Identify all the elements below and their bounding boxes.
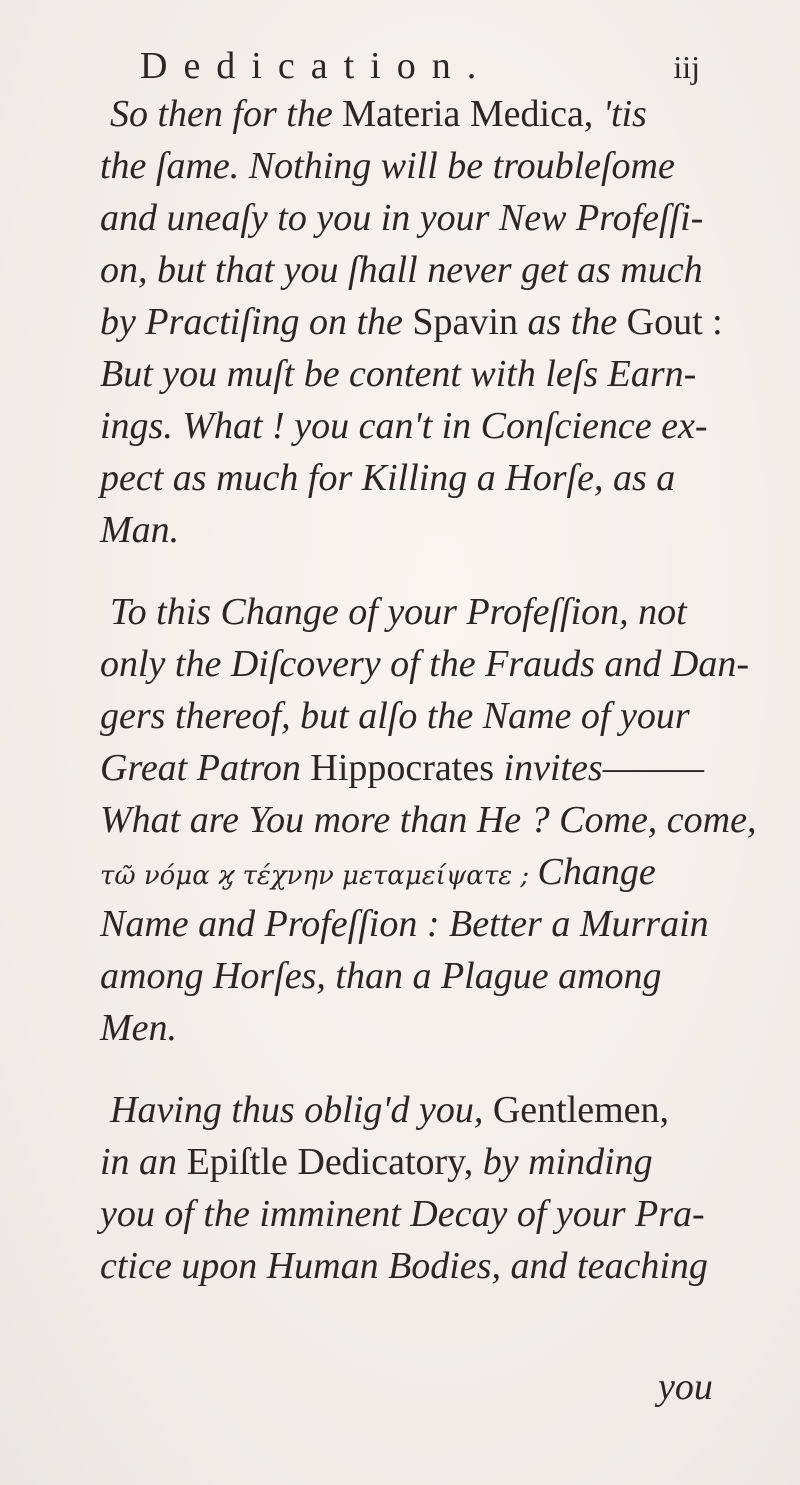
text-run: Name and Profeſſion : Better a Murrain [100, 903, 709, 945]
text-line [100, 192, 740, 244]
text-run: by minding [482, 1141, 653, 1183]
text-run: Materia Medica, [342, 93, 603, 135]
text-run: Men. [100, 1007, 178, 1049]
text-line [100, 88, 740, 140]
text-run: you of the imminent Decay of your Pra- [100, 1193, 705, 1235]
text-line [100, 348, 740, 400]
text-line [100, 846, 740, 898]
paragraph [100, 1084, 740, 1292]
text-line [100, 898, 740, 950]
text-run: pect as much for Killing a Horſe, as a [100, 457, 676, 499]
text-line [100, 1188, 740, 1240]
text-run: Epiſtle Dedicatory, [186, 1141, 483, 1183]
text-line [100, 140, 740, 192]
text-run: What are You more than He ? Come, come, [100, 799, 757, 841]
paragraph-gap [100, 556, 740, 586]
text-run: as the [527, 301, 627, 343]
greek-phrase: τῶ νόμα ϗ τέχνην μεταμείψατε ; [100, 861, 538, 891]
running-title: Dedication. [140, 45, 493, 87]
text-line [100, 244, 740, 296]
text-run: 'tis [602, 93, 647, 135]
catchword: you [658, 1366, 713, 1408]
text-line [100, 296, 740, 348]
paragraph [100, 88, 740, 556]
text-line [100, 452, 740, 504]
text-line [100, 504, 740, 556]
body-text [100, 88, 757, 1292]
text-run: Spavin [412, 301, 528, 343]
page-number: iij [673, 49, 700, 85]
paragraph [100, 586, 757, 1054]
text-run: Gout : [626, 301, 723, 343]
text-run: ctice upon Human Bodies, and teaching [100, 1245, 708, 1287]
text-line [100, 950, 740, 1002]
text-run: on, but that you ſhall never get as much [100, 249, 703, 291]
text-line [100, 638, 750, 690]
text-run: Man. [100, 509, 180, 551]
text-run: Having thus oblig'd you, [110, 1089, 493, 1131]
text-run: Great Patron [100, 747, 311, 789]
text-run: But you muſt be content with leſs Earn- [100, 353, 697, 395]
text-line [100, 690, 740, 742]
text-run: only the Diſcovery of the Frauds and Dan- [100, 643, 750, 685]
text-line [100, 1136, 740, 1188]
text-line [100, 1002, 740, 1054]
text-run: So then for the [110, 93, 343, 135]
text-run: To this Change of your Profeſſion, not [110, 591, 687, 633]
text-run: ings. What ! you can't in Conſcience ex- [100, 405, 708, 447]
text-line [100, 400, 740, 452]
text-line [100, 1240, 740, 1292]
text-run: and uneaſy to you in your New Profeſſi- [100, 197, 704, 239]
running-head [140, 44, 700, 88]
text-run: Hippocrates [310, 747, 504, 789]
text-run: among Horſes, than a Plague among [100, 955, 662, 997]
text-run: the ſame. Nothing will be troubleſome [100, 145, 675, 187]
paragraph-gap [100, 1054, 740, 1084]
text-line [100, 742, 740, 794]
text-run: by Practiſing on the [100, 301, 413, 343]
text-line [100, 1084, 740, 1136]
text-run: Gentlemen, [492, 1089, 670, 1131]
text-line [100, 794, 757, 846]
text-run: in an [100, 1141, 187, 1183]
text-run: invites——— [503, 747, 705, 789]
text-run: Change [537, 851, 656, 893]
text-run: gers thereof, but alſo the Name of your [100, 695, 690, 737]
text-line [100, 586, 740, 638]
